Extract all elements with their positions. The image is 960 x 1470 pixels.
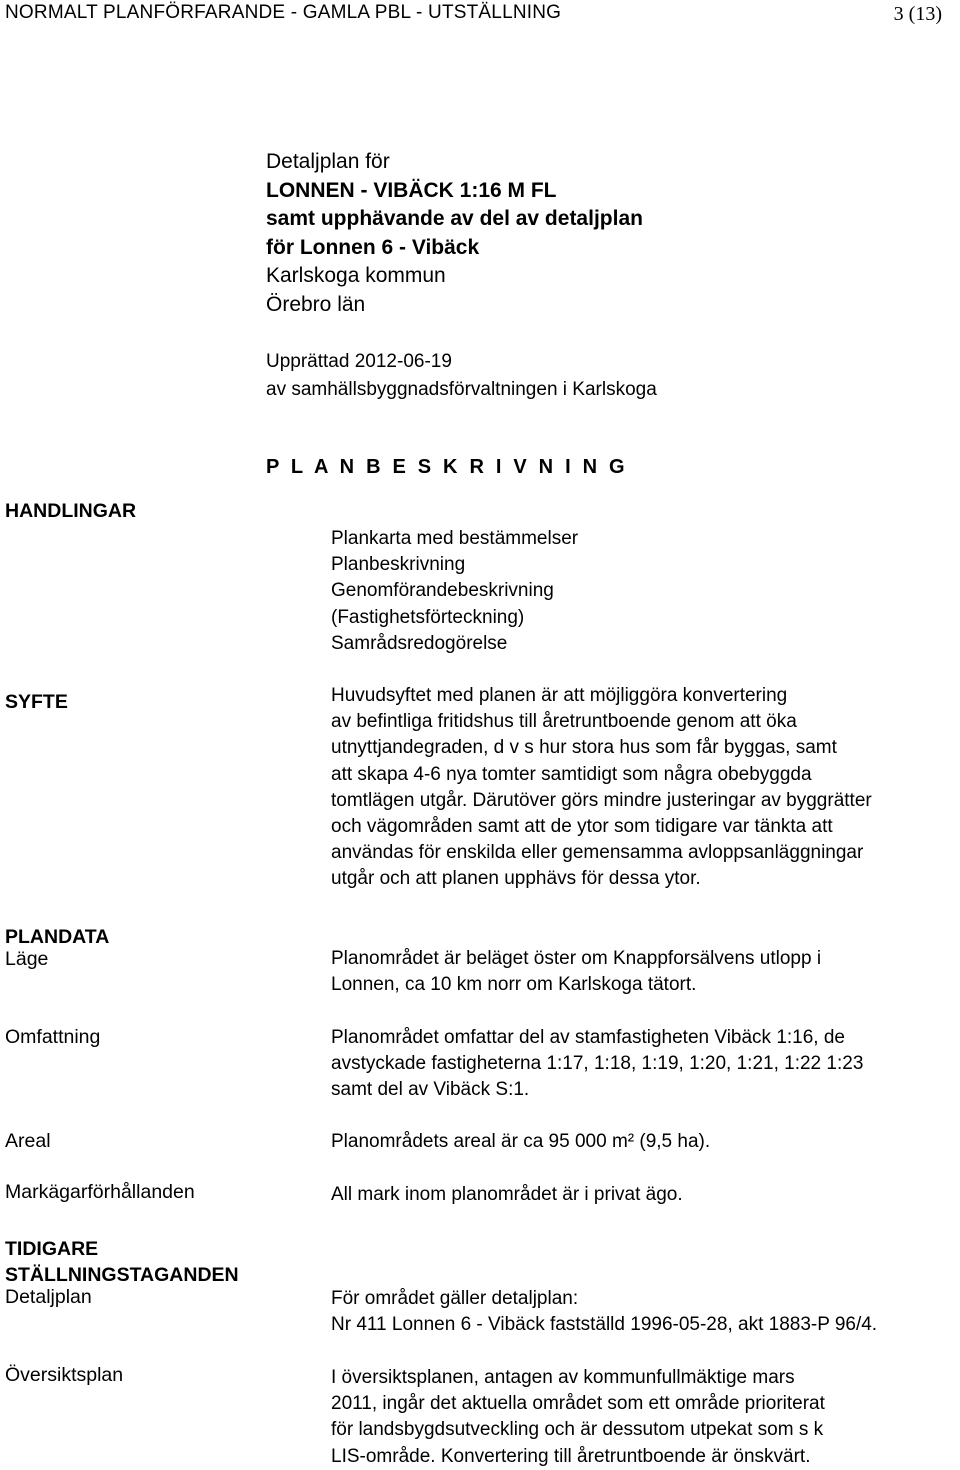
text-line: LIS-område. Konvertering till åretruntboende är önskvärt.	[331, 1445, 811, 1467]
text-line: För området gäller detaljplan:	[331, 1288, 579, 1309]
list-item: Samrådsredogörelse	[331, 632, 508, 654]
detaljplan-paragraph	[331, 1286, 877, 1338]
text-line: att skapa 4-6 nya tomter samtidigt som några obebyggda	[331, 763, 812, 785]
list-item: Planbeskrivning	[331, 554, 466, 576]
title-line-4: för Lonnen 6 - Vibäck	[266, 235, 480, 259]
list-item: Genomförandebeskrivning	[331, 580, 554, 602]
title-block	[266, 148, 643, 319]
text-line: samt del av Vibäck S:1.	[331, 1079, 530, 1101]
section-label-handlingar: HANDLINGAR	[5, 500, 137, 522]
text-line: Huvudsyftet med planen är att möjliggöra konvertering	[331, 685, 788, 706]
title-municipality: Karlskoga kommun	[266, 264, 446, 287]
text-line: avstyckade fastigheterna 1:17, 1:18, 1:19, 1:20, 1:21, 1:22 1:23	[331, 1053, 864, 1075]
section-label-syfte: SYFTE	[5, 691, 68, 713]
subsection-label-markagarforhallanden: Markägarförhållanden	[5, 1181, 195, 1203]
text-line: för landsbygdsutveckling och är dessutom utpekat som s k	[331, 1419, 824, 1441]
list-item: Plankarta med bestämmelser	[331, 528, 579, 549]
subsection-label-detaljplan: Detaljplan	[5, 1286, 92, 1308]
text-line: utnyttjandegraden, d v s hur stora hus som får byggas, samt	[331, 737, 837, 759]
text-line: utgår och att planen upphävs för dessa ytor.	[331, 868, 701, 890]
title-county: Örebro län	[266, 292, 366, 316]
areal-paragraph	[331, 1129, 710, 1155]
text-line: 2011, ingår det aktuella området som ett område prioriterat	[331, 1393, 825, 1415]
text-line: Lonnen, ca 10 km norr om Karlskoga tätort.	[331, 974, 697, 996]
text-line: Planområdet omfattar del av stamfastigheten Vibäck 1:16, de	[331, 1027, 846, 1048]
page-number: 3 (13)	[893, 3, 942, 25]
running-header: NORMALT PLANFÖRFARANDE - GAMLA PBL - UTSTÄLLNING	[5, 2, 562, 23]
markagar-paragraph	[331, 1182, 683, 1208]
text-line: Nr 411 Lonnen 6 - Vibäck fastställd 1996-05-28, akt 1883-P 96/4.	[331, 1314, 878, 1336]
oversiktsplan-paragraph	[331, 1365, 825, 1470]
subsection-label-omfattning: Omfattning	[5, 1026, 101, 1048]
created-date: Upprättad 2012-06-19	[266, 351, 452, 372]
section-label-tidigare-line-2: STÄLLNINGSTAGANDEN	[5, 1264, 239, 1286]
list-item: (Fastighetsförteckning)	[331, 606, 525, 628]
section-label-tidigare-line-1: TIDIGARE	[5, 1238, 99, 1260]
title-line-1: Detaljplan för	[266, 150, 390, 173]
omfattning-paragraph	[331, 1025, 863, 1104]
text-line: Planområdet är beläget öster om Knappforsälvens utlopp i	[331, 948, 822, 969]
subsection-label-lage: Läge	[5, 948, 49, 970]
text-line: I översiktsplanen, antagen av kommunfullmäktige mars	[331, 1367, 795, 1388]
text-line: tomtlägen utgår. Därutöver görs mindre justeringar av byggrätter	[331, 789, 872, 811]
title-line-3: samt upphävande av del av detaljplan	[266, 207, 643, 230]
text-line: och vägområden samt att de ytor som tidigare var tänkta att	[331, 816, 833, 838]
section-label-plandata: PLANDATA	[5, 926, 110, 948]
title-plan-name: LONNEN - VIBÄCK 1:16 M FL	[266, 178, 557, 202]
subsection-label-areal: Areal	[5, 1130, 51, 1152]
text-line: Planområdets areal är ca 95 000 m² (9,5 ha).	[331, 1131, 711, 1152]
text-line: användas för enskilda eller gemensamma avloppsanläggningar	[331, 842, 864, 864]
created-by: av samhällsbyggnadsförvaltningen i Karlskoga	[266, 378, 657, 400]
text-line: All mark inom planområdet är i privat ägo.	[331, 1184, 683, 1205]
subsection-label-oversiktsplan: Översiktsplan	[5, 1364, 124, 1386]
lage-paragraph	[331, 946, 821, 998]
text-line: av befintliga fritidshus till åretruntboende genom att öka	[331, 711, 797, 733]
document-heading: P L A N B E S K R I V N I N G	[266, 456, 628, 478]
handlingar-list	[331, 526, 578, 657]
syfte-paragraph	[331, 683, 872, 893]
created-block	[266, 348, 657, 403]
